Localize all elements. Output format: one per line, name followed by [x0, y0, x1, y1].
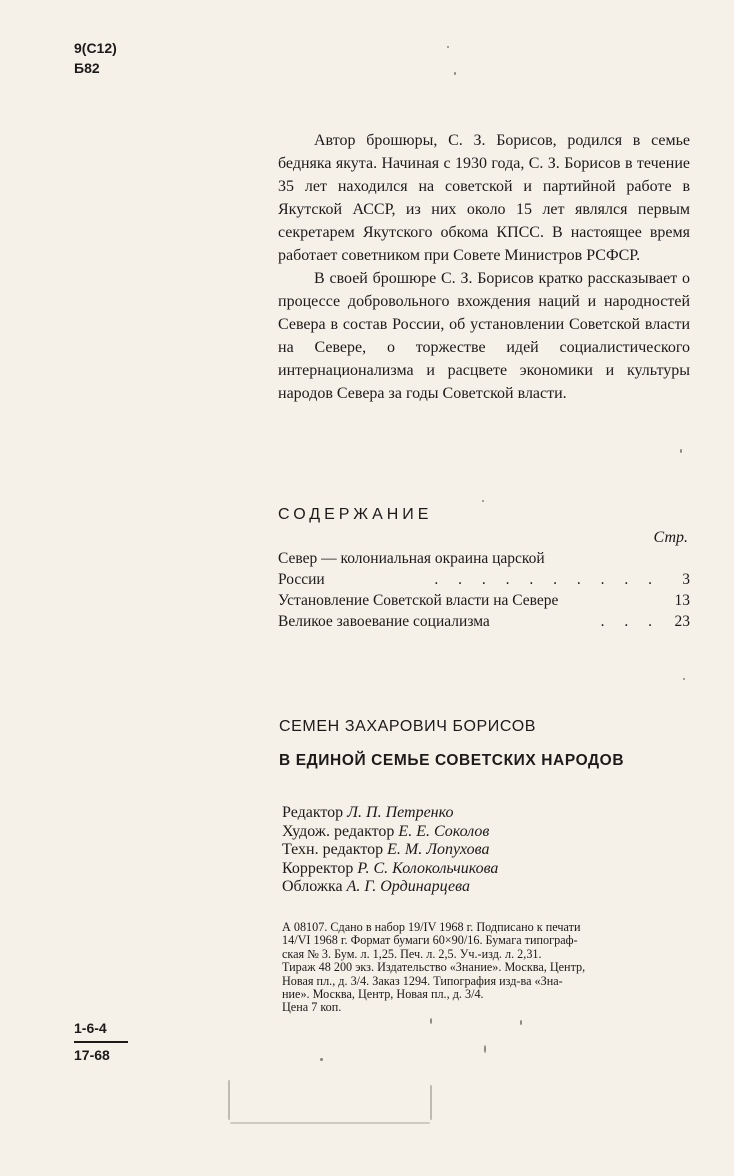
- classification-code-line1: 9(С12): [74, 40, 117, 56]
- credit-row: [282, 860, 498, 879]
- toc-entry-title: Установление Советской власти на Севере: [278, 592, 559, 609]
- toc-entry-page: 13: [674, 592, 690, 609]
- credit-row: [282, 823, 498, 842]
- author-name: СЕМЕН ЗАХАРОВИЧ БОРИСОВ: [279, 718, 537, 735]
- paper-speck: [230, 1122, 430, 1124]
- toc-entry-page: 23: [674, 613, 690, 630]
- toc-leader-dots: . . .: [600, 613, 660, 630]
- book-title: В ЕДИНОЙ СЕМЬЕ СОВЕТСКИХ НАРОДОВ: [279, 752, 625, 769]
- credit-role: Редактор: [282, 804, 344, 821]
- credit-role: Техн. редактор: [282, 841, 384, 858]
- paper-speck: [680, 449, 682, 453]
- classification-code: [74, 38, 117, 78]
- imprint-line: Тираж 48 200 экз. Издательство «Знание». Москва, Центр,: [282, 960, 586, 975]
- annotation-paragraph: В своей брошюре С. З. Борисов кратко рассказывает о процессе добровольного вхождения наций и народностей Севера в состав России, об установлении Советской власти на Севере, о торжестве идей социалистического интернационализма и расцвете экономики и культуры народов Севера за годы Советской власти.: [278, 270, 690, 402]
- paper-speck: [484, 1045, 486, 1053]
- credit-name: Е. Е. Соколов: [398, 822, 490, 840]
- paper-speck: [520, 1020, 522, 1025]
- credit-name: Л. П. Петренко: [347, 804, 454, 821]
- catalog-code-line1: 1-6-4: [74, 1020, 107, 1036]
- toc-entry-title: Великое завоевание социализма: [278, 613, 490, 630]
- paper-speck: [320, 1058, 323, 1061]
- catalog-code: [74, 1018, 128, 1065]
- credits-block: [282, 804, 498, 897]
- toc-leader-dots: . . . . . . . . . .: [434, 571, 661, 588]
- imprint-line: 14/VI 1968 г. Формат бумаги 60×90/16. Бумага типограф-: [282, 933, 578, 948]
- catalog-code-line2: 17-68: [74, 1047, 110, 1063]
- annotation-block: [278, 129, 690, 405]
- imprint-line: Цена 7 коп.: [282, 1000, 342, 1015]
- credit-name: А. Г. Ординарцева: [346, 878, 470, 895]
- paper-speck: [228, 1080, 230, 1120]
- paper-speck: [447, 46, 449, 48]
- imprint-line: А 08107. Сдано в набор 19/IV 1968 г. Подписано к печати: [282, 920, 581, 934]
- imprint-block: [282, 921, 692, 1015]
- imprint-line: Новая пл., д. 3/4. Заказ 1294. Типография изд-ва «Зна-: [282, 973, 563, 988]
- imprint-line: ская № 3. Бум. л. 1,25. Печ. л. 2,5. Уч.-изд. л. 2,31.: [282, 946, 542, 961]
- toc-entry: [278, 569, 690, 590]
- paper-speck: [430, 1018, 432, 1024]
- paper-speck: [683, 678, 685, 680]
- paper-speck: [482, 500, 484, 502]
- paper-speck: [454, 72, 456, 75]
- toc-entry: [278, 611, 690, 632]
- credit-name: Е. М. Лопухова: [387, 841, 490, 858]
- credit-role: Худож. редактор: [282, 822, 395, 840]
- toc-entry: [278, 590, 690, 611]
- toc-entry-page: 3: [682, 571, 691, 588]
- contents-page-column-label: Стр.: [653, 529, 688, 546]
- credit-name: Р. С. Колокольчикова: [357, 859, 499, 877]
- credit-role: Обложка: [282, 878, 343, 895]
- annotation-paragraph: Автор брошюры, С. З. Борисов, родился в семье бедняка якута. Начиная с 1930 года, С. З. Борисов в течение 35 лет находился на советской и партийной работе в Якутской АССР, из них около 15 лет являлся первым секретарем Якутского обкома КПСС. В настоящее время работает советником при Совете Министров РСФСР.: [278, 132, 690, 264]
- classification-code-line2: Б82: [74, 60, 100, 76]
- credit-row: [282, 878, 498, 897]
- credit-row: [282, 841, 498, 860]
- contents-heading: СОДЕРЖАНИЕ: [278, 506, 433, 523]
- credit-row: [282, 804, 498, 823]
- imprint-line: ние». Москва, Центр, Новая пл., д. 3/4.: [282, 987, 484, 1002]
- paper-speck: [430, 1085, 432, 1120]
- catalog-code-rule: [74, 1041, 128, 1043]
- table-of-contents: [278, 504, 690, 632]
- toc-entry-title: России: [278, 571, 325, 588]
- toc-entry-title: Север — колониальная окраина царской: [278, 550, 545, 567]
- credit-role: Корректор: [282, 859, 354, 877]
